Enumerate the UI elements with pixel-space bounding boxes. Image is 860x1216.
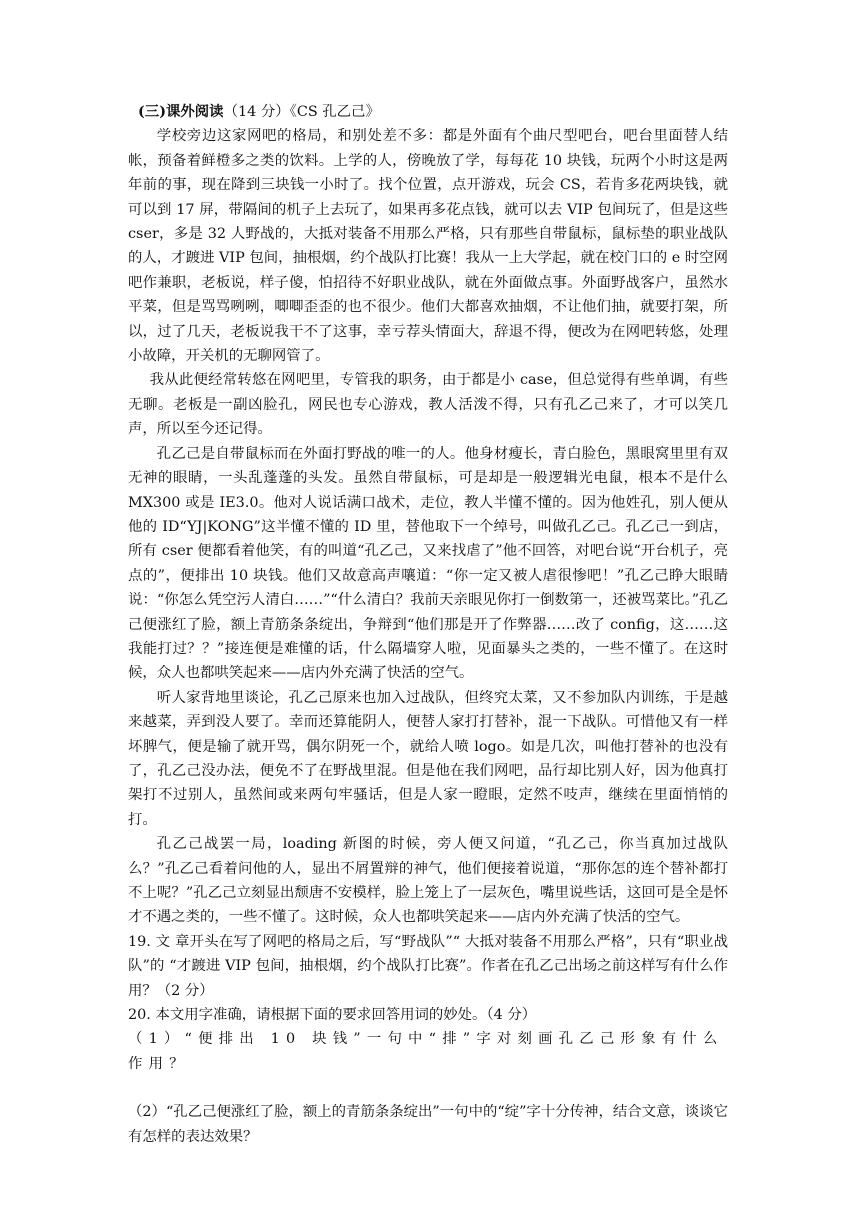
question-20-1: （1）“便排出 10 块钱”一句中“排”字对刻画孔乙己形象有什么作用？ [128,1031,724,1072]
document-page [128,100,728,1149]
question-20-2: （2）“孔乙己便涨红了脸，额上的青筋条条绽出”一句中的“绽”字十分传神，结合文意，谈谈它有怎样的表达效果？ [128,1104,728,1145]
paragraph-4: 听人家背地里谈论，孔乙己原来也加入过战队，但终究太菜，又不参加队内训练，于是越来越菜，弄到没人要了。幸而还算能阴人，便替人家打打替补，混一下战队。可惜他又有一样坏脾气，便是输了就开骂，偶尔阴死一个，就给人喷 logo。如是几次，叫他打替补的也没有了，孔乙己没办法，便免不了在野战里混。但是他在我们网吧，品行却比别人好，因为他真打架打不过别人，虽然间或来两句牢骚话，但是人家一瞪眼，定然不吱声，继续在里面悄悄的打。 [128,689,728,828]
section-label: (三)课外阅读 [138,103,224,120]
paragraph-3: 孔乙己是自带鼠标而在外面打野战的唯一的人。他身材瘦长，青白脸色，黑眼窝里里有双无神的眼睛，一头乱蓬蓬的头发。虽然自带鼠标，可是却是一般逻辑光电鼠，根本不是什么 MX300 或是 IE3.0。他对人说话满口战术，走位，教人半懂不懂的。因为他姓孔，别人便从他的 ID“YJ|KONG”这半懂不懂的 ID 里，替他取下一个绰号，叫做孔乙己。孔乙己一到店，所有 cser 便都看着他笑，有的叫道“孔乙己，又来找虐了”他不回答，对吧台说“开台机子，亮点的”，便排出 10 块钱。他们又故意高声嚷道：“你一定又被人虐很惨吧！”孔乙己睁大眼睛说：“你怎么凭空污人清白……”“什么清白？我前天亲眼见你打一倒数第一，还被骂菜比。”孔乙己便涨红了脸，额上青筋条条绽出，争辩到“他们那是开了作弊器……改了 config，这……这我能打过？？”接连便是难懂的话，什么隔墙穿人啦，见面暴头之类的，一些不懂了。在这时候，众人也都哄笑起来——店内外充满了快活的空气。 [128,445,728,682]
answer-space [128,1076,728,1100]
question-20: 20. 本文用字准确，请根据下面的要求回答用词的妙处。（4 分） [128,1007,537,1024]
paragraph-1: 学校旁边这家网吧的格局，和别处差不多：都是外面有个曲尺型吧台，吧台里面替人结帐，预备着鲜橙多之类的饮料。上学的人，傍晚放了学，每每花 10 块钱，玩两个小时这是两年前的事，现在降到三块钱一小时了。找个位置，点开游戏，玩会 CS，若肯多花两块钱，就可以到 17 屏，带隔间的机子上去玩了，如果再多花点钱，就可以去 VIP 包间玩了，但是这些 cser，多是 32 人野战的，大抵对装备不用那么严格，只有那些自带鼠标，鼠标垫的职业战队的人，才踱进 VIP 包间，抽根烟，约个战队打比赛！我从一上大学起，就在校门口的 e 时空网吧作兼职，老板说，样子傻，怕招待不好职业战队，就在外面做点事。外面野战客户，虽然水平菜，但是骂骂咧咧，唧唧歪歪的也不很少。他们大都喜欢抽烟，不让他们抽，就要打架，所以，过了几天，老板说我干不了这事，幸亏荐头情面大，辞退不得，便改为在网吧转悠，处理小故障，开关机的无聊网管了。 [128,128,728,365]
paragraph-5: 孔乙己战罢一局，loading 新图的时候，旁人便又问道，“孔乙己，你当真加过战队么？”孔乙己看着问他的人，显出不屑置辩的神气，他们便接着说道，“那你怎的连个替补都打不上呢？”孔乙己立刻显出颓唐不安模样，脸上笼上了一层灰色，嘴里说些话，这回可是全是怀才不遇之类的，一些不懂了。这时候，众人也都哄笑起来——店内外充满了快活的空气。 [128,836,728,926]
question-19: 19. 文 章开头在写了网吧的格局之后，写“野战队”“ 大抵对装备不用那么严格”，只有“职业战队”的 “才踱进 VIP 包间，抽根烟，约个战队打比赛”。作者在孔乙己出场之前这样写有什么作用？（2 分） [128,933,728,999]
paragraph-2: 我从此便经常转悠在网吧里，专管我的职务，由于都是小 case，但总觉得有些单调，有些无聊。老板是一副凶脸孔，网民也专心游戏，教人活泼不得，只有孔乙己来了，才可以笑几声，所以至今还记得。 [128,372,728,438]
section-score: （14 分） [223,104,290,120]
section-heading [128,100,728,124]
article-title: 《CS 孔乙己》 [289,104,380,120]
